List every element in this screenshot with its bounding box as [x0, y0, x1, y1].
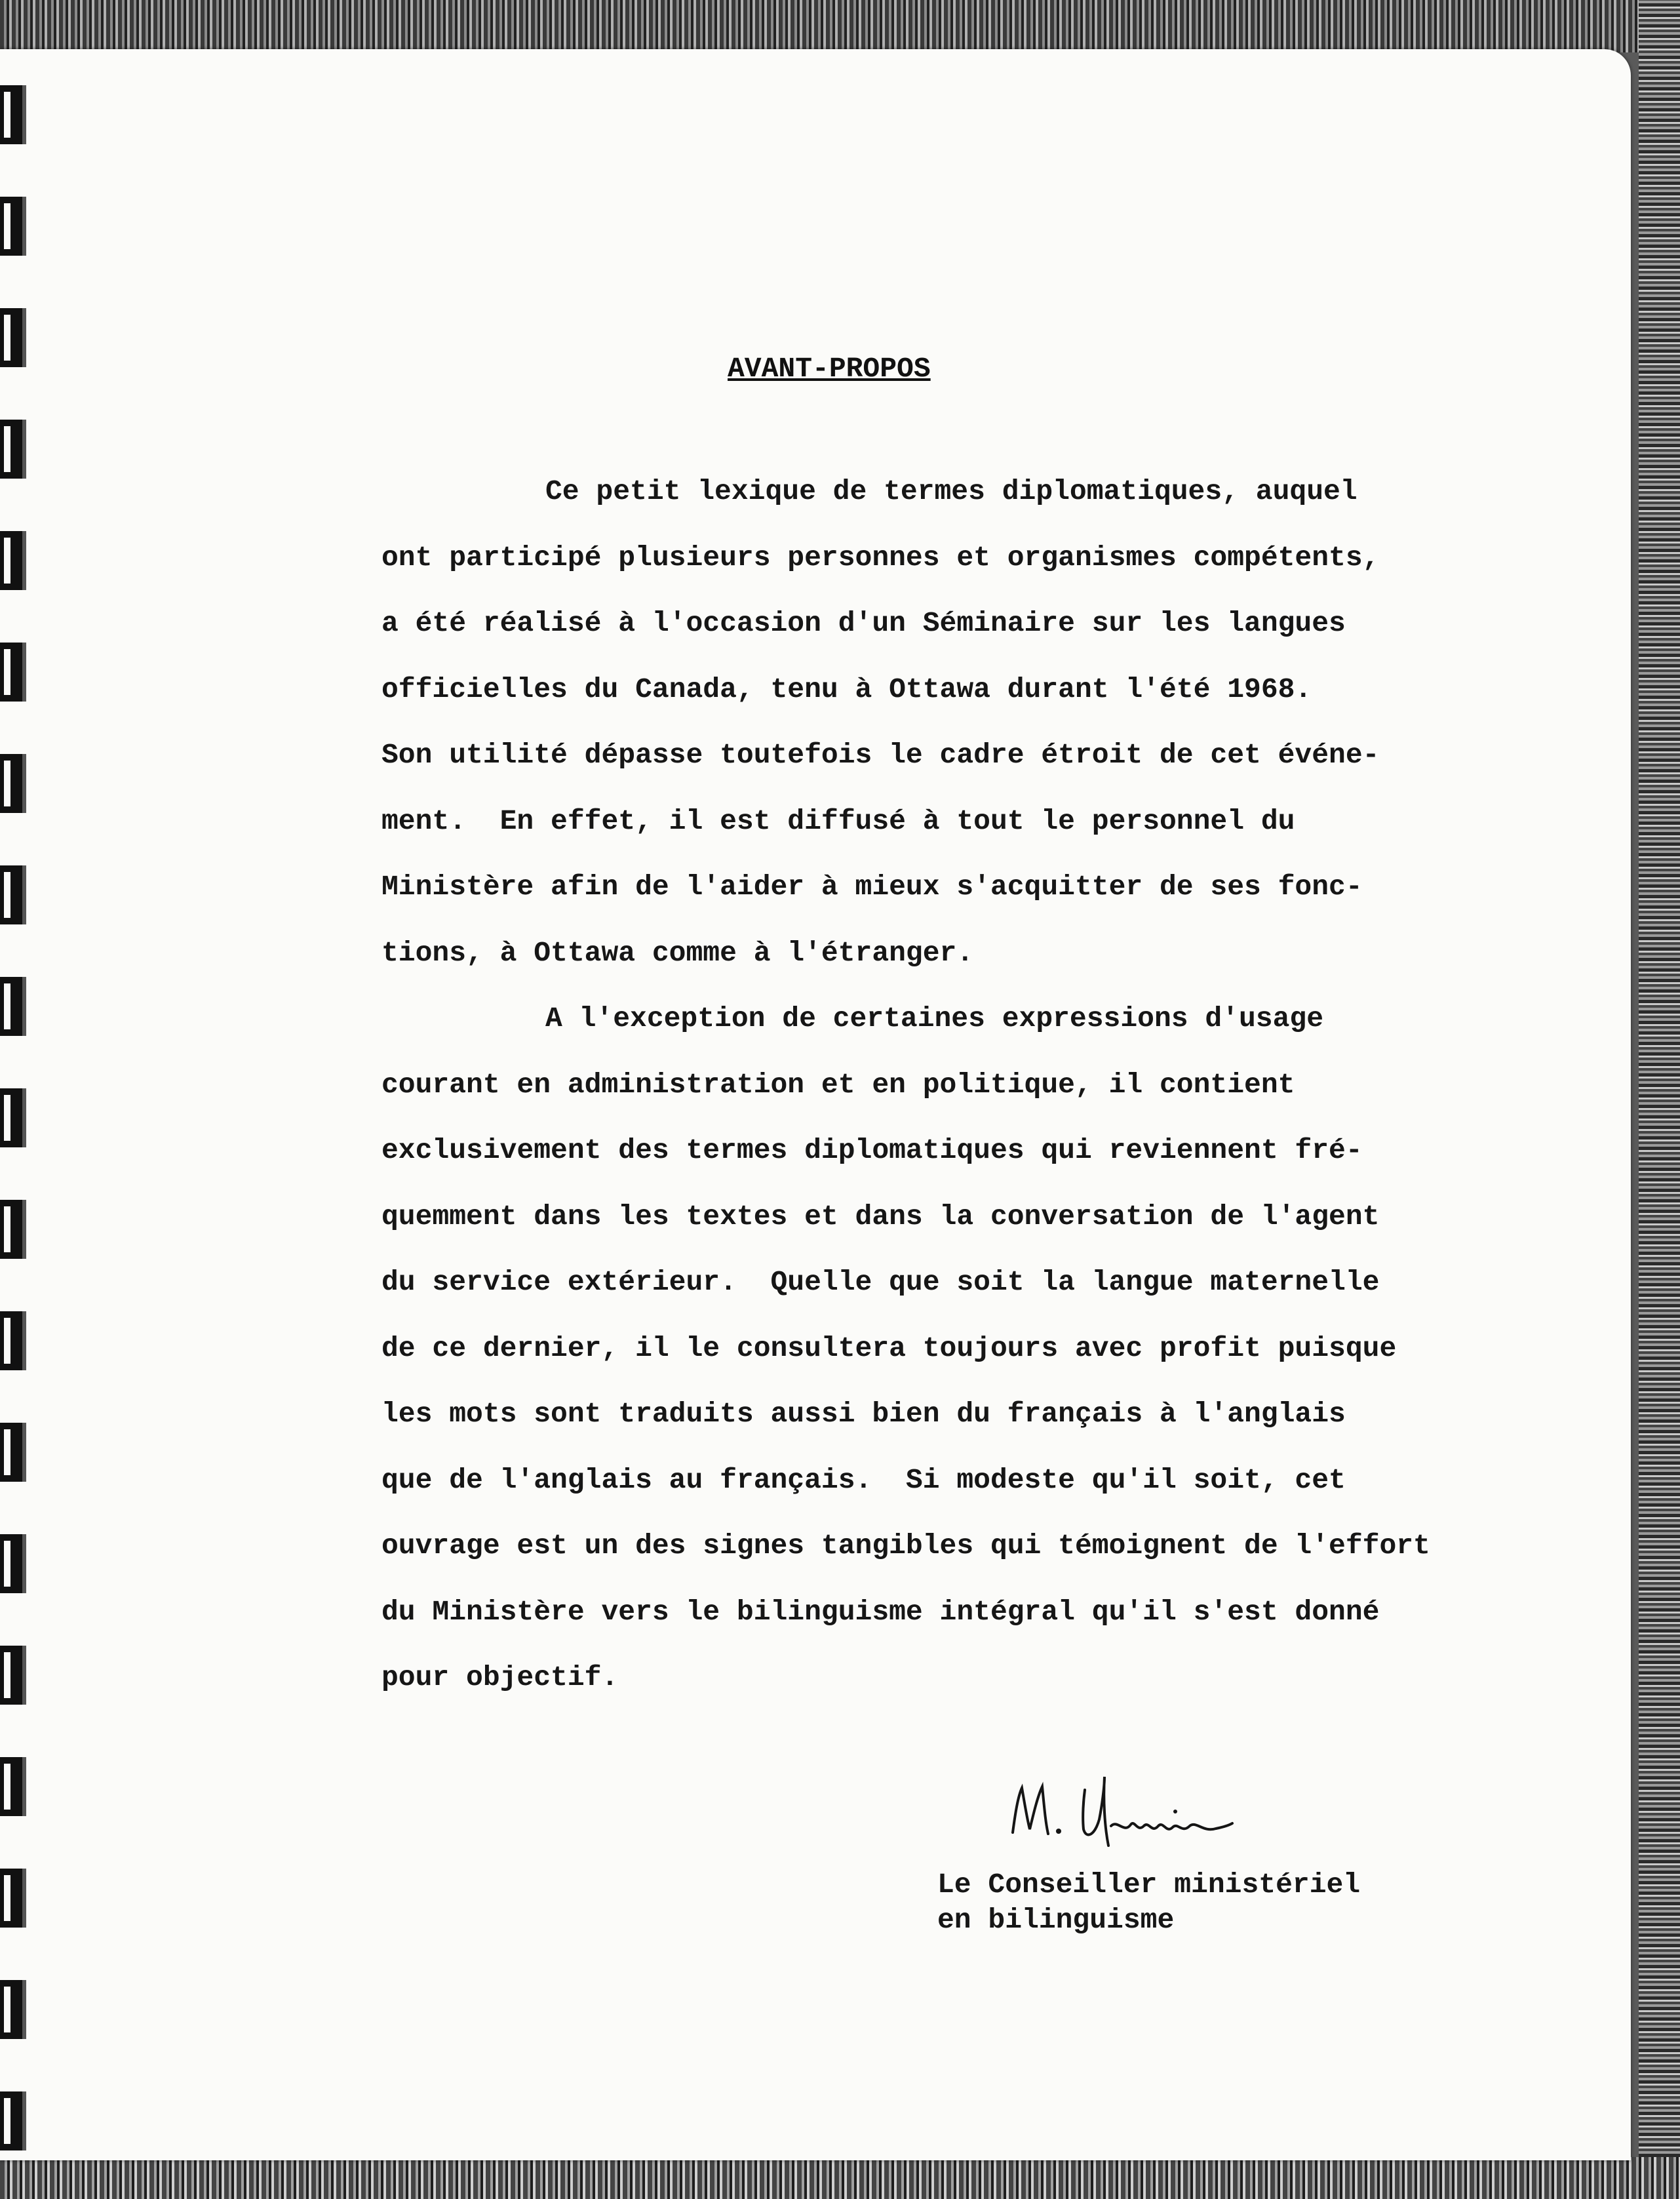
binding-ring — [0, 308, 26, 367]
binding-ring — [0, 1088, 26, 1147]
binding-ring — [0, 420, 26, 479]
text-line: Ministère afin de l'aider à mieux s'acquitter de ses fonc- — [381, 871, 1363, 903]
binding-ring — [0, 1534, 26, 1593]
text-line: courant en administration et en politique, il contient — [381, 1068, 1295, 1101]
text-line: Son utilité dépasse toutefois le cadre étroit de cet événe- — [381, 739, 1380, 771]
binding-ring — [0, 865, 26, 924]
text-line: que de l'anglais au français. Si modeste qu'il soit, cet — [381, 1463, 1346, 1496]
binding-ring — [0, 1646, 26, 1705]
text-line: ment. En effet, il est diffusé à tout le personnel du — [381, 804, 1295, 837]
binding-ring — [0, 643, 26, 702]
text-line: tions, à Ottawa comme à l'étranger. — [381, 936, 974, 969]
binding-ring — [0, 1423, 26, 1482]
binding-ring — [0, 2091, 26, 2150]
page-title: AVANT-PROPOS — [728, 353, 931, 385]
scan-border-right — [1639, 0, 1680, 2199]
binding-ring — [0, 85, 26, 144]
binding-ring — [0, 531, 26, 590]
signer-block — [937, 1867, 1360, 1938]
text-line: officielles du Canada, tenu à Ottawa durant l'été 1968. — [381, 673, 1312, 705]
binding-ring — [0, 1311, 26, 1370]
text-line: A l'exception de certaines expressions d'usage — [545, 1002, 1323, 1035]
scan-border-bottom — [0, 2157, 1680, 2199]
text-line: du Ministère vers le bilinguisme intégral qu'il s'est donné — [381, 1595, 1380, 1628]
text-line: de ce dernier, il le consultera toujours avec profit puisque — [381, 1332, 1397, 1364]
text-line: exclusivement des termes diplomatiques qui reviennent fré- — [381, 1134, 1363, 1166]
binding-ring — [0, 1869, 26, 1928]
text-line: Ce petit lexique de termes diplomatiques, auquel — [545, 475, 1358, 507]
binding-ring — [0, 1200, 26, 1259]
signer-title: Le Conseiller ministériel — [937, 1869, 1361, 1901]
text-line: les mots sont traduits aussi bien du français à l'anglais — [381, 1398, 1346, 1430]
binding-ring — [0, 1757, 26, 1816]
text-line: ouvrage est un des signes tangibles qui témoignent de l'effort — [381, 1530, 1430, 1562]
text-line: quemment dans les textes et dans la conversation de l'agent — [381, 1200, 1380, 1233]
handwritten-signature — [1006, 1773, 1242, 1852]
text-line: a été réalisé à l'occasion d'un Séminaire sur les langues — [381, 607, 1346, 639]
binding-ring — [0, 754, 26, 813]
binding-ring — [0, 1980, 26, 2039]
signer-role: en bilinguisme — [937, 1904, 1175, 1936]
foreword-body — [381, 459, 1430, 1711]
scan-border-top — [0, 0, 1680, 52]
binding-ring — [0, 197, 26, 256]
binding-ring — [0, 977, 26, 1036]
text-line: ont participé plusieurs personnes et organismes compétents, — [381, 541, 1380, 574]
binding-rings — [0, 49, 26, 2160]
text-line: pour objectif. — [381, 1661, 619, 1694]
text-line: du service extérieur. Quelle que soit la langue maternelle — [381, 1266, 1380, 1298]
